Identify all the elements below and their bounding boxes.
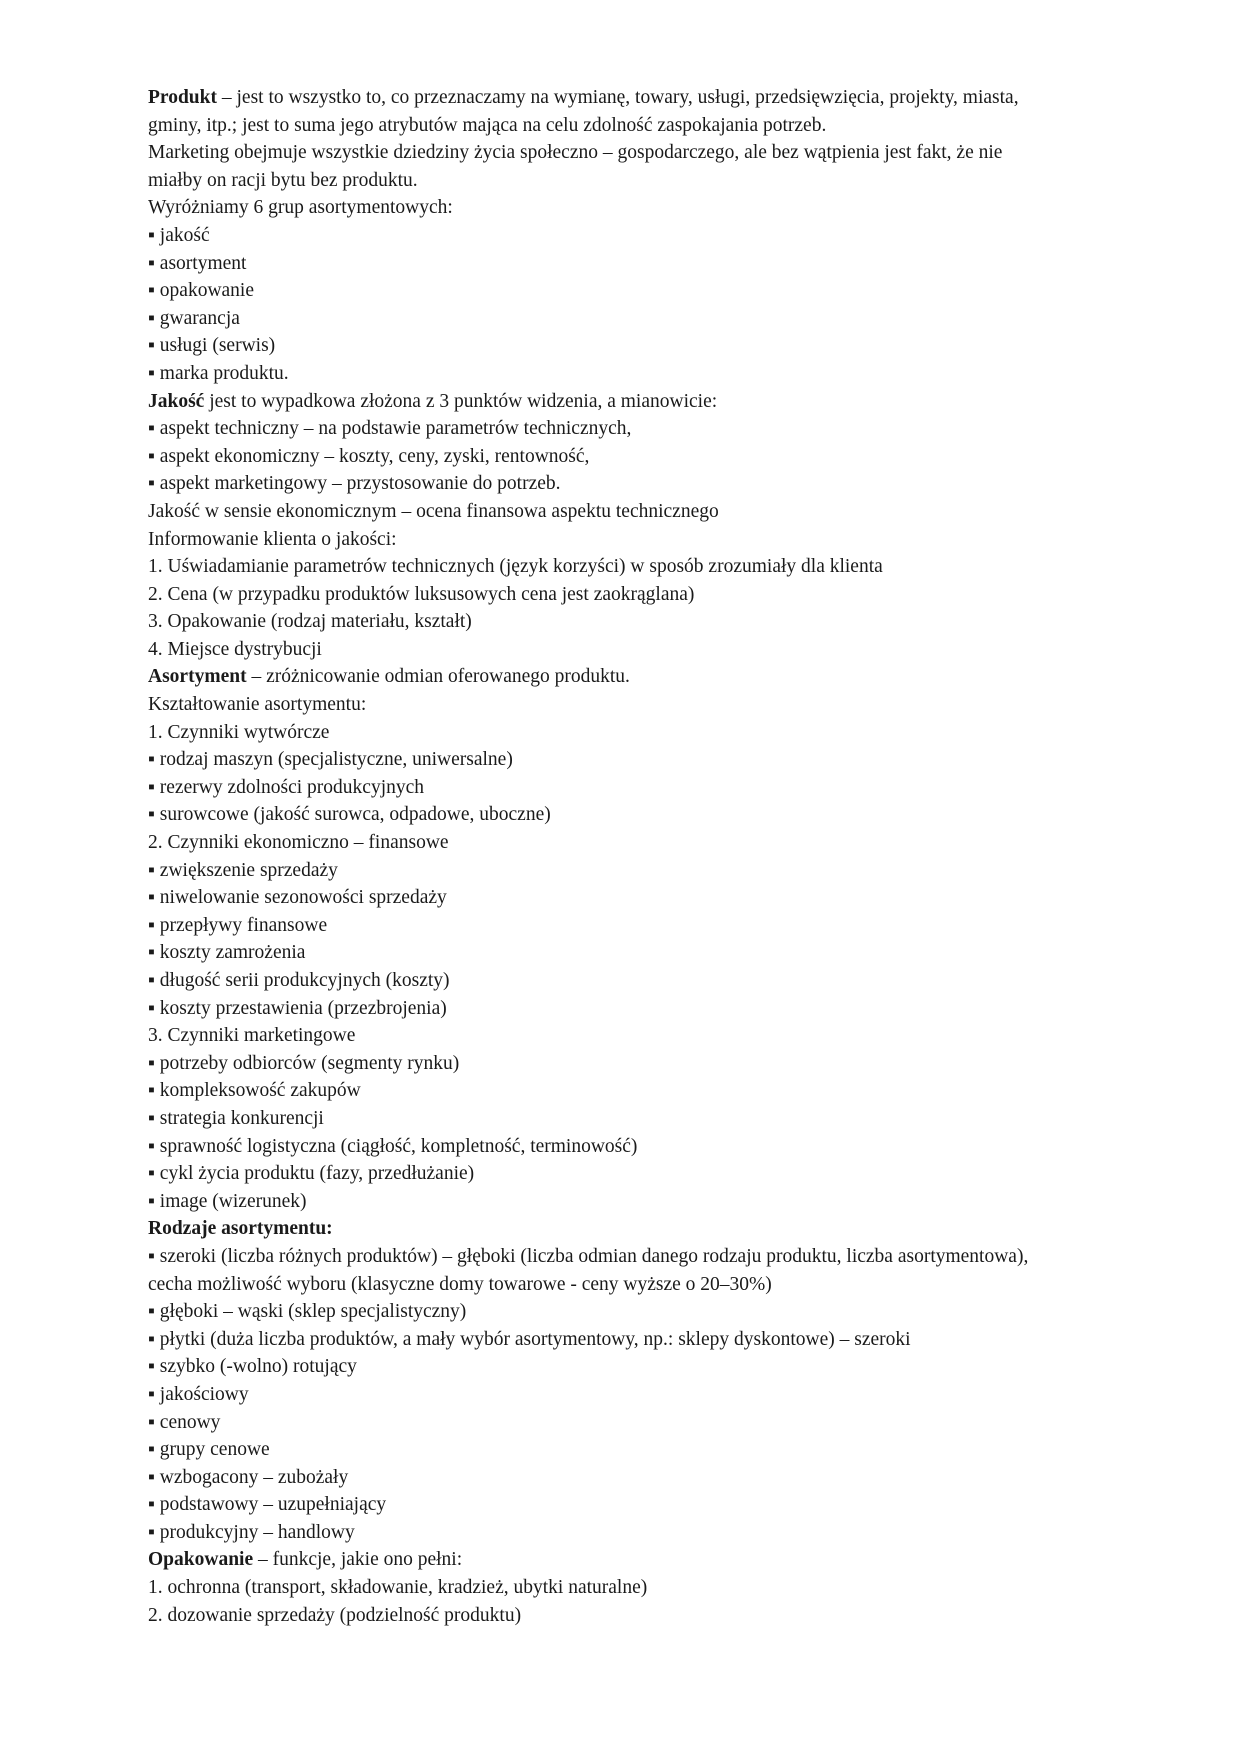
line-text: ▪ jakościowy xyxy=(148,1383,249,1405)
line-text: ▪ jakość xyxy=(148,224,210,246)
line-text: ▪ sprawność logistyczna (ciągłość, kompletność, terminowość) xyxy=(148,1135,638,1157)
text-line xyxy=(148,250,1108,278)
text-line xyxy=(148,332,1108,360)
line-text: gminy, itp.; jest to suma jego atrybutów mająca na celu zdolność zaspokajania potrzeb. xyxy=(148,114,827,136)
line-text: 2. dozowanie sprzedaży (podzielność produktu) xyxy=(148,1604,522,1626)
text-line xyxy=(148,112,1108,140)
line-text: – jest to wszystko to, co przeznaczamy na wymianę, towary, usługi, przedsięwzięcia, projekty, miasta, xyxy=(217,87,1019,108)
text-line xyxy=(148,1160,1108,1188)
text-line xyxy=(148,1215,1108,1243)
text-line xyxy=(148,443,1108,471)
text-line xyxy=(148,498,1108,526)
text-line xyxy=(148,526,1108,554)
text-line xyxy=(148,139,1108,167)
text-line xyxy=(148,801,1108,829)
line-text: – zróżnicowanie odmian oferowanego produktu. xyxy=(246,666,630,688)
text-line xyxy=(148,719,1108,747)
text-line xyxy=(148,305,1108,333)
line-text: ▪ płytki (duża liczba produktów, a mały wybór asortymentowy, np.: sklepy dyskontowe) – szeroki xyxy=(148,1328,911,1350)
line-text: ▪ koszty zamrożenia xyxy=(148,942,306,964)
line-text: ▪ zwiększenie sprzedaży xyxy=(148,859,338,881)
text-line xyxy=(148,746,1108,774)
document-page xyxy=(148,84,1108,1629)
line-text: ▪ koszty przestawienia (przezbrojenia) xyxy=(148,997,447,1019)
line-text: ▪ gwarancja xyxy=(148,307,240,329)
bold-term: Asortyment xyxy=(148,666,247,688)
text-line xyxy=(148,1436,1108,1464)
text-line xyxy=(148,912,1108,940)
line-text: 1. ochronna (transport, składowanie, kradzież, ubytki naturalne) xyxy=(148,1577,648,1599)
text-line xyxy=(148,1519,1108,1547)
line-text: Jakość w sensie ekonomicznym – ocena finansowa aspektu technicznego xyxy=(148,500,719,522)
line-text: ▪ image (wizerunek) xyxy=(148,1190,307,1212)
text-line xyxy=(148,553,1108,581)
text-line xyxy=(148,167,1108,195)
text-line xyxy=(148,884,1108,912)
line-text: ▪ cykl życia produktu (fazy, przedłużanie) xyxy=(148,1163,475,1185)
text-line xyxy=(148,1602,1108,1630)
line-text: ▪ grupy cenowe xyxy=(148,1439,270,1461)
line-text: 3. Opakowanie (rodzaj materiału, kształt) xyxy=(148,611,472,633)
line-text: ▪ opakowanie xyxy=(148,280,255,302)
line-text: ▪ podstawowy – uzupełniający xyxy=(148,1494,387,1516)
line-text: ▪ usługi (serwis) xyxy=(148,335,276,357)
text-line xyxy=(148,277,1108,305)
text-line xyxy=(148,829,1108,857)
text-line xyxy=(148,1298,1108,1326)
line-text: ▪ głęboki – wąski (sklep specjalistyczny) xyxy=(148,1301,467,1323)
line-text: ▪ strategia konkurencji xyxy=(148,1107,324,1129)
line-text: ▪ cenowy xyxy=(148,1411,221,1433)
text-line xyxy=(148,636,1108,664)
line-text: ▪ kompleksowość zakupów xyxy=(148,1080,361,1102)
line-text: ▪ szeroki (liczba różnych produktów) – głęboki (liczba odmian danego rodzaju produktu, liczba asortymentowa), xyxy=(148,1245,1029,1267)
text-line xyxy=(148,222,1108,250)
bold-term: Opakowanie xyxy=(148,1549,254,1571)
line-text: Kształtowanie asortymentu: xyxy=(148,694,367,716)
text-line xyxy=(148,774,1108,802)
line-text: Marketing obejmuje wszystkie dziedziny życia społeczno – gospodarczego, ale bez wątpienia jest fakt, że nie xyxy=(148,142,1003,164)
line-text: ▪ szybko (-wolno) rotujący xyxy=(148,1356,357,1378)
line-text: ▪ aspekt techniczny – na podstawie parametrów technicznych, xyxy=(148,418,632,440)
line-text: ▪ rodzaj maszyn (specjalistyczne, uniwersalne) xyxy=(148,749,513,771)
line-text: ▪ rezerwy zdolności produkcyjnych xyxy=(148,776,425,798)
line-text: ▪ przepływy finansowe xyxy=(148,914,328,936)
line-text: ▪ marka produktu. xyxy=(148,362,289,384)
line-text: jest to wypadkowa złożona z 3 punktów widzenia, a mianowicie: xyxy=(204,390,718,412)
text-line xyxy=(148,857,1108,885)
line-text: Informowanie klienta o jakości: xyxy=(148,528,397,550)
text-line xyxy=(148,1409,1108,1437)
line-text: miałby on racji bytu bez produktu. xyxy=(148,169,418,191)
line-text: cecha możliwość wyboru (klasyczne domy towarowe - ceny wyższe o 20–30%) xyxy=(148,1273,772,1295)
line-text: Wyróżniamy 6 grup asortymentowych: xyxy=(148,197,453,219)
bold-term: Produkt xyxy=(148,87,217,108)
line-text: ▪ produkcyjny – handlowy xyxy=(148,1521,355,1543)
text-line xyxy=(148,1491,1108,1519)
line-text: 3. Czynniki marketingowe xyxy=(148,1025,356,1047)
text-line xyxy=(148,608,1108,636)
line-text: ▪ wzbogacony – zubożały xyxy=(148,1466,349,1488)
text-line xyxy=(148,1271,1108,1299)
text-line xyxy=(148,388,1108,416)
text-line xyxy=(148,415,1108,443)
text-line xyxy=(148,995,1108,1023)
text-line xyxy=(148,1326,1108,1354)
text-line xyxy=(148,1077,1108,1105)
text-line xyxy=(148,1546,1108,1574)
text-line xyxy=(148,1133,1108,1161)
text-line xyxy=(148,663,1108,691)
text-line xyxy=(148,939,1108,967)
text-line xyxy=(148,581,1108,609)
line-text: 2. Czynniki ekonomiczno – finansowe xyxy=(148,832,449,854)
text-line xyxy=(148,1105,1108,1133)
line-text: 4. Miejsce dystrybucji xyxy=(148,638,322,660)
text-line xyxy=(148,470,1108,498)
text-line xyxy=(148,1574,1108,1602)
line-text: 2. Cena (w przypadku produktów luksusowych cena jest zaokrąglana) xyxy=(148,583,695,605)
line-text: ▪ niwelowanie sezonowości sprzedaży xyxy=(148,887,447,909)
text-line xyxy=(148,1464,1108,1492)
line-text: 1. Czynniki wytwórcze xyxy=(148,721,330,743)
text-line xyxy=(148,1022,1108,1050)
bold-term: Rodzaje asortymentu: xyxy=(148,1218,333,1240)
bold-term: Jakość xyxy=(148,390,205,412)
text-line xyxy=(148,360,1108,388)
text-line xyxy=(148,967,1108,995)
text-line xyxy=(148,1188,1108,1216)
line-text: ▪ surowcowe (jakość surowca, odpadowe, uboczne) xyxy=(148,804,551,826)
line-text: ▪ aspekt ekonomiczny – koszty, ceny, zyski, rentowność, xyxy=(148,445,590,467)
line-text: ▪ długość serii produkcyjnych (koszty) xyxy=(148,970,450,991)
text-line xyxy=(148,1243,1108,1271)
text-line xyxy=(148,1050,1108,1078)
text-line xyxy=(148,1353,1108,1381)
line-text: ▪ asortyment xyxy=(148,252,247,274)
text-line xyxy=(148,691,1108,719)
text-line xyxy=(148,194,1108,222)
line-text: 1. Uświadamianie parametrów technicznych (język korzyści) w sposób zrozumiały dla klienta xyxy=(148,556,883,578)
line-text: ▪ aspekt marketingowy – przystosowanie do potrzeb. xyxy=(148,473,561,495)
text-line xyxy=(148,1381,1108,1409)
line-text: – funkcje, jakie ono pełni: xyxy=(253,1549,463,1571)
line-text: ▪ potrzeby odbiorców (segmenty rynku) xyxy=(148,1052,460,1074)
text-line xyxy=(148,84,1108,112)
